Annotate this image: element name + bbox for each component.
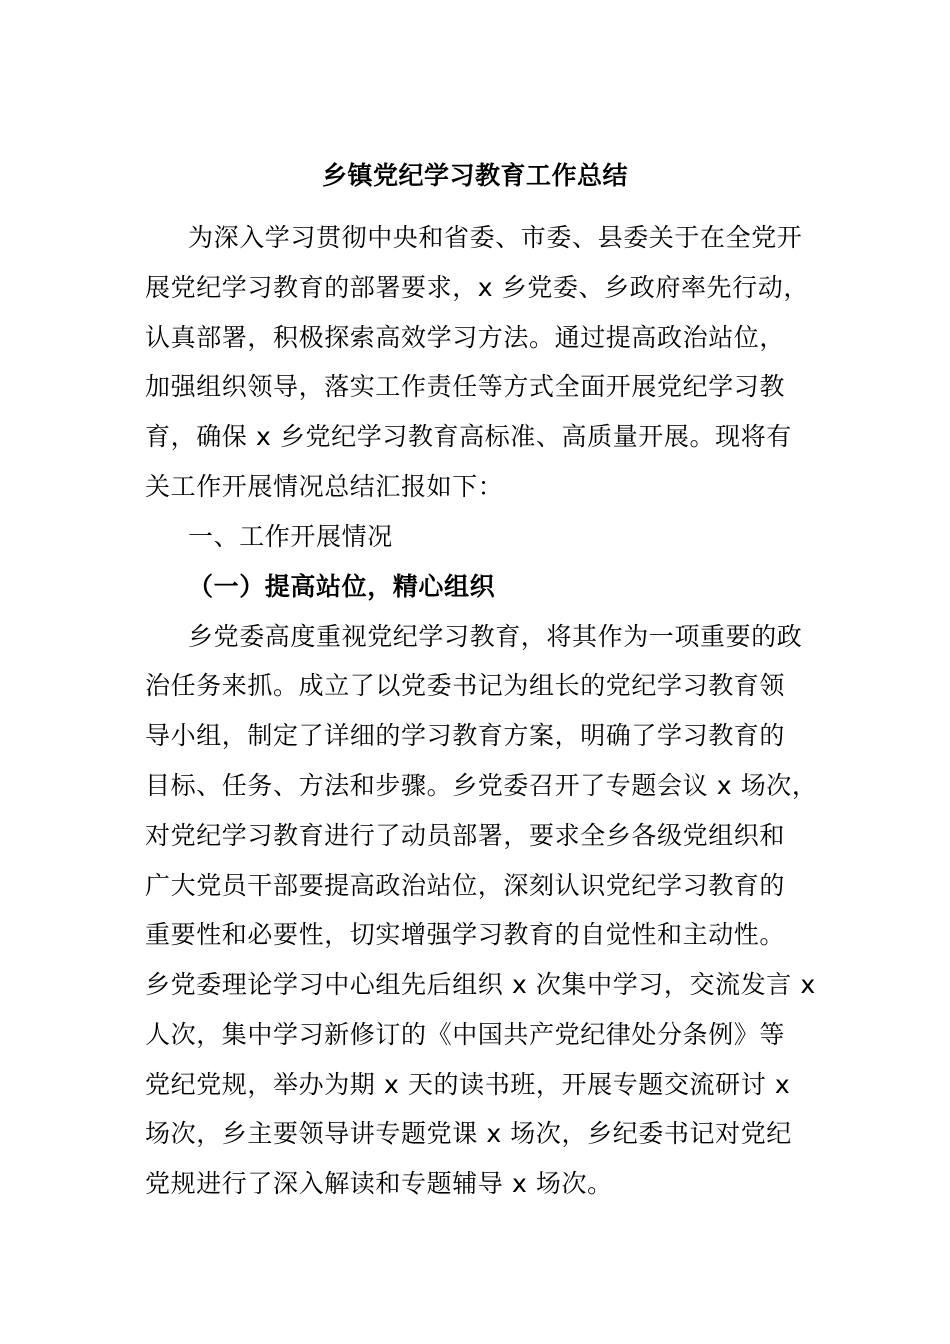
paragraph-1-line-2: 展党纪学习教育的部署要求，x 乡党委、乡政府率先行动， [145, 273, 809, 302]
paragraph-2-line-2: 治任务来抓。成立了以党委书记为组长的党纪学习教育领 [145, 671, 786, 700]
paragraph-2-line-5: 对党纪学习教育进行了动员部署，要求全乡各级党组织和 [145, 821, 786, 850]
paragraph-2-line-12: 党规进行了深入解读和专题辅导 x 场次。 [145, 1169, 613, 1198]
paragraph-1-line-3: 认真部署，积极探索高效学习方法。通过提高政治站位， [145, 323, 786, 352]
paragraph-2-line-10: 党纪党规，举办为期 x 天的读书班，开展专题交流研讨 x [145, 1070, 791, 1099]
paragraph-2-line-4: 目标、任务、方法和步骤。乡党委召开了专题会议 x 场次， [145, 771, 818, 800]
paragraph-2-line-6: 广大党员干部要提高政治站位，深刻认识党纪学习教育的 [145, 871, 786, 900]
paragraph-2-line-11: 场次，乡主要领导讲专题党课 x 场次，乡纪委书记对党纪 [145, 1119, 792, 1148]
paragraph-2-line-8: 乡党委理论学习中心组先后组织 x 次集中学习，交流发言 x [145, 970, 816, 999]
paragraph-2-line-3: 导小组，制定了详细的学习教育方案，明确了学习教育的 [145, 721, 786, 750]
paragraph-2-line-7: 重要性和必要性，切实增强学习教育的自觉性和主动性。 [145, 920, 786, 949]
document-title: 乡镇党纪学习教育工作总结 [321, 161, 628, 190]
paragraph-2-line-9: 人次，集中学习新修订的《中国共产党纪律处分条例》等 [145, 1020, 786, 1049]
subsection-heading-1: （一）提高站位，精心组织 [188, 572, 496, 601]
paragraph-1-line-1: 为深入学习贯彻中央和省委、市委、县委关于在全党开 [188, 223, 803, 252]
paragraph-1-line-6: 关工作开展情况总结汇报如下： [145, 472, 504, 501]
section-heading-1: 一、工作开展情况 [188, 522, 393, 551]
paragraph-1-line-4: 加强组织领导，落实工作责任等方式全面开展党纪学习教 [145, 372, 786, 401]
paragraph-2-line-1: 乡党委高度重视党纪学习教育，将其作为一项重要的政 [188, 622, 803, 651]
paragraph-1-line-5: 育，确保 x 乡党纪学习教育高标准、高质量开展。现将有 [145, 422, 792, 451]
